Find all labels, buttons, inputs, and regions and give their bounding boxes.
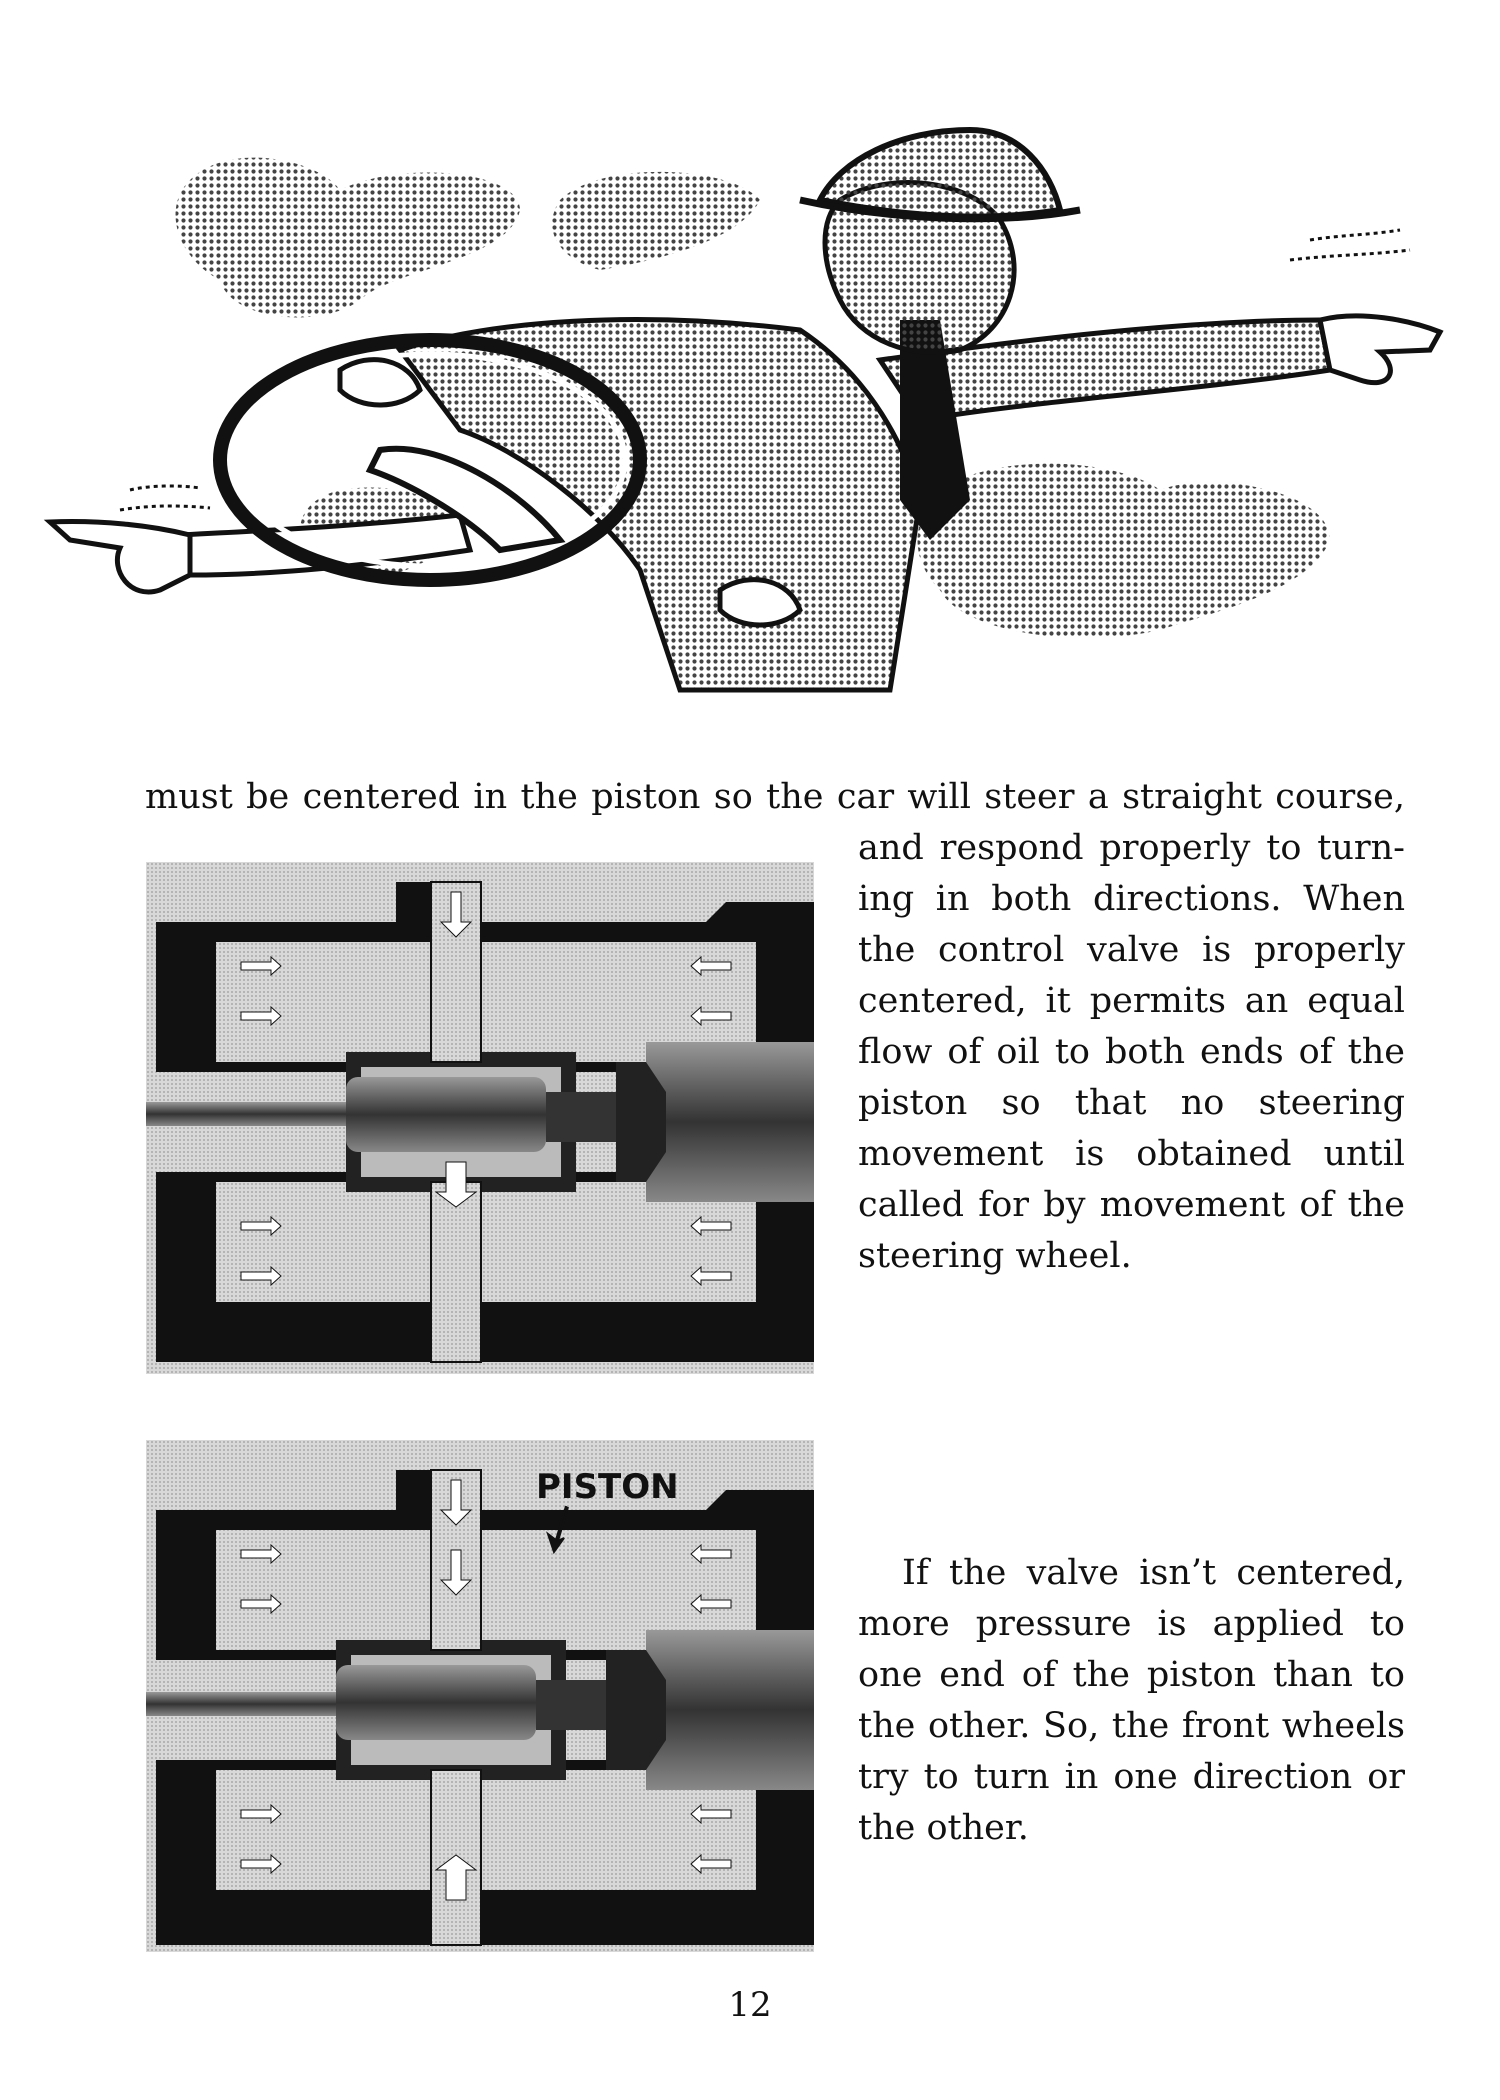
page-number: 12 [728,1985,772,2025]
valve-off-center-diagram [146,1440,814,1952]
piston-callout-label: PISTON [536,1467,679,1507]
body-text-paragraph-2: If the valve isn’t centered, more pressure is applied to one end of the piston than to the other. So, the front wheels try to turn in one direction or the other. [858,1553,1405,1848]
body-text-line-full: must be centered in the piston so the car will steer a straight course, [145,777,1405,817]
driver-illustration [40,70,1480,720]
body-text-paragraph-1: and respond properly to turning in both directions. When the control valve is properly centered, it permits an equal flow of oil to both ends of the piston so that no steering movement is obtained until called for by movement of the steering wheel. [858,828,1405,1276]
valve-centered-diagram [146,862,814,1374]
